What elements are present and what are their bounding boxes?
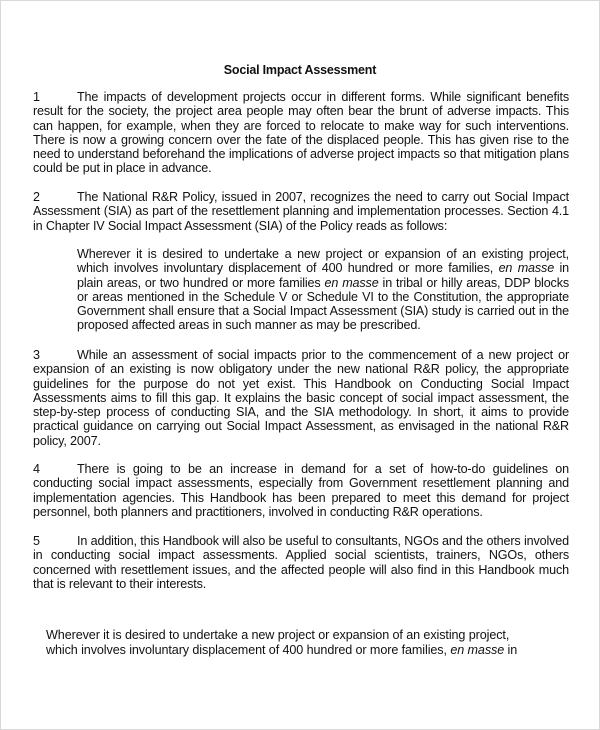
paragraph-number: 3 <box>33 348 40 362</box>
paragraph-number: 2 <box>33 190 40 204</box>
trailing-quote <box>46 628 538 657</box>
paragraph-2 <box>33 190 569 233</box>
document-title: Social Impact Assessment <box>223 63 377 77</box>
paragraph-3 <box>33 348 569 448</box>
quote-text: Wherever it is desired to undertake a new project or expansion of an existing project, which involves involuntary displacement of 400 hundred or more families, <box>77 247 569 276</box>
paragraph-number: 5 <box>33 534 40 548</box>
trailing-quote-line-1: Wherever it is desired to undertake a new project or expansion of an existing project, <box>46 628 510 642</box>
quote-text: in <box>504 642 518 657</box>
trailing-quote-line-2 <box>46 643 538 658</box>
quote-text: which involves involuntary displacement of 400 hundred or more families, <box>46 642 451 657</box>
paragraph-number: 4 <box>33 462 40 476</box>
paragraph-text: The impacts of development projects occur in different forms. While significant benefits result for the society, the project area people may often bear the brunt of adverse impacts. This can happen, for example, when they are forced to relocate to make way for such interventions. There is now a growing concern over the fate of the displaced people. This has given rise to the need to understand beforehand the implications of adverse project impacts so that mitigation plans could be put in place in advance. <box>33 90 569 176</box>
paragraph-number: 1 <box>33 90 40 104</box>
paragraph-text: In addition, this Handbook will also be useful to consultants, NGOs and the others involved in conducting social impact assessments. Applied social scientists, trainers, NGOs, others concerned with resettlement issues, and the affected people will also find in this Handbook much that is relevant to their interests. <box>33 534 569 591</box>
paragraph-1 <box>33 90 569 176</box>
paragraph-5 <box>33 534 569 591</box>
paragraph-text: The National R&R Policy, issued in 2007, recognizes the need to carry out Social Impact Assessment (SIA) as part of the resettlement planning and implementation processes. Section 4.1 in Chapter IV Social Impact Assessment (SIA) of the Policy reads as follows: <box>33 190 569 233</box>
quote-emphasis: en masse <box>324 275 379 290</box>
quote-emphasis: en masse <box>498 261 555 276</box>
policy-quote <box>77 247 569 333</box>
paragraph-text: While an assessment of social impacts prior to the commencement of a new project or expansion of an existing is now obligatory under the new national R&R policy, the appropriate guidelines for the purpose do not yet exist. This Handbook on Conducting Social Impact Assessments aims to fill this gap. It explains the basic concept of social impact assessment, the step-by-step process of conducting SIA, and the SIA methodology. In short, it aims to provide practical guidance on carrying out Social Impact Assessment, as envisaged in the national R&R policy, 2007. <box>33 348 569 448</box>
quote-text: in plain areas, or two hundred or more families <box>77 261 570 290</box>
paragraph-text: There is going to be an increase in demand for a set of how-to-do guidelines on conducting social impact assessments, especially from Government resettlement planning and implementation agencies. This Handbook has been prepared to meet this demand for project personnel, both planners and practitioners, involved in conducting R&R operations. <box>33 462 569 519</box>
quote-text: in tribal or hilly areas, DDP blocks or areas mentioned in the Schedule V or Schedule VI to the Constitution, the appropriate Government shall ensure that a Social Impact Assessment (SIA) study is carried out in the proposed affected areas in such manner as may be prescribed. <box>77 275 569 333</box>
paragraph-4 <box>33 462 569 519</box>
quote-emphasis: en masse <box>450 642 505 657</box>
